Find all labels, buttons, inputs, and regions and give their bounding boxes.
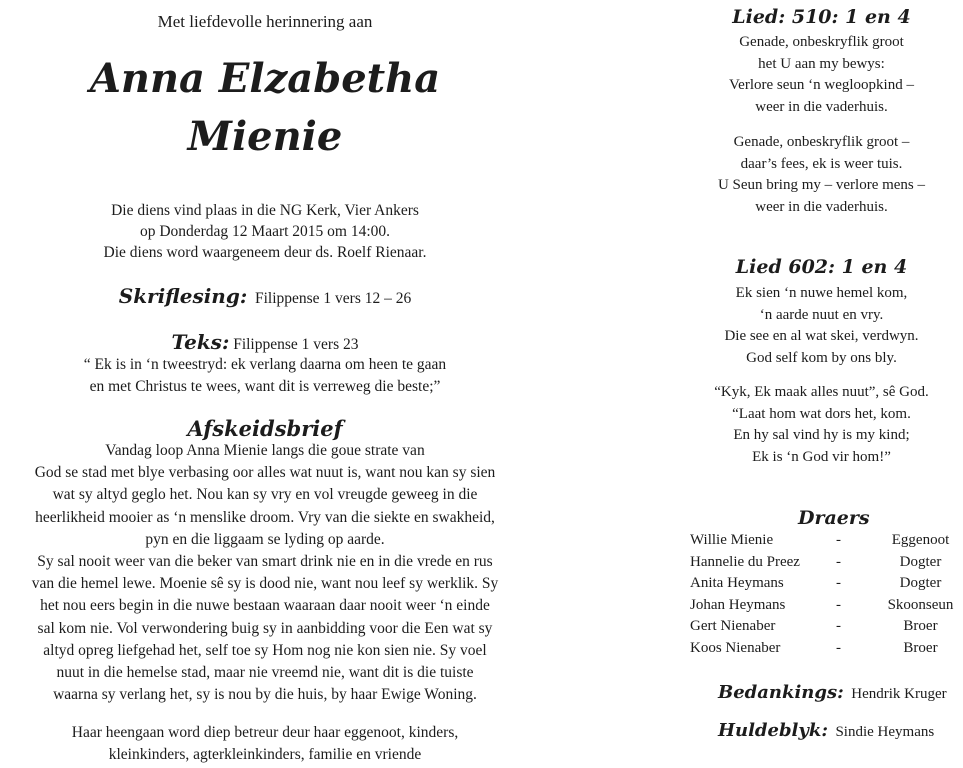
verse-line: Die see en al wat skei, verdwyn.: [724, 328, 919, 344]
bedankings-name: Hendrik Kruger: [851, 686, 947, 702]
letter-line: pyn en die liggaam se lyding op aarde.: [145, 530, 385, 548]
verse-line: “Kyk, Ek maak alles nuut”, sê God.: [714, 384, 929, 400]
lied1-verse1: [680, 32, 963, 118]
sermon-text: [0, 330, 530, 354]
verse-line: Genade, onbeskryflik groot –: [733, 134, 910, 150]
pallbearer-name: Koos Nienaber: [690, 639, 781, 656]
scripture-reading: [0, 284, 530, 308]
afskeidsbrief-title: Afskeidsbrief: [187, 416, 343, 441]
teks-quote: [0, 354, 530, 398]
verse-line: God self kom by ons bly.: [746, 349, 897, 366]
verse-line: U Seun bring my – verlore mens –: [717, 177, 926, 193]
letter-line: wat sy altyd geglo het. Nou kan sy vry en vol vreugde geweeg in die: [52, 486, 478, 504]
service-line: op Donderdag 12 Maart 2015 om 14:00.: [139, 223, 391, 240]
intro-line: Met liefdevolle herinnering aan: [157, 12, 373, 31]
pallbearer-dash: -: [836, 532, 841, 548]
pallbearer-name: Anita Heymans: [690, 575, 784, 591]
pallbearer-dash: -: [836, 618, 841, 634]
verse-line: het U aan my bewys:: [758, 55, 885, 72]
verse-line: ‘n aarde nuut en vry.: [759, 306, 884, 323]
verse-line: Genade, onbeskryflik groot: [739, 34, 904, 50]
farewell-letter: [0, 440, 530, 706]
pallbearer-name: Johan Heymans: [690, 596, 786, 613]
bedankings: [718, 682, 947, 703]
pallbearer-relation: Broer: [903, 639, 938, 656]
pallbearer-dash: -: [836, 553, 841, 570]
pallbearer-relation: Eggenoot: [891, 532, 950, 548]
pallbearer-row: [690, 640, 963, 662]
letter-line: van die hemel lewe. Moenie sê sy is dood nie, want nou leef sy werklik. Sy: [31, 575, 499, 593]
letter-line: nuut in die hemelse stad, maar nie vreemd nie, want dit is die tuiste: [56, 664, 474, 682]
closing-note: [0, 722, 530, 766]
pallbearer-relation: Broer: [903, 618, 938, 634]
pallbearer-row: [690, 532, 963, 554]
quote-line: “ Ek is in ‘n tweestryd: ek verlang daarna om heen te gaan: [83, 356, 447, 373]
letter-line: het nou eers begin in die nuwe bestaan waaraan daar nooit weer ‘n einde: [40, 597, 490, 615]
closing-line: kleinkinders, agterkleinkinders, familie en vriende: [108, 746, 422, 763]
lied2-title: Lied 602: 1 en 4: [735, 256, 908, 278]
verse-line: “Laat hom wat dors het, kom.: [732, 405, 911, 422]
pallbearer-relation: Dogter: [899, 575, 942, 591]
pallbearer-dash: -: [836, 575, 841, 591]
letter-line: sal kom nie. Vol verwondering buig sy in aanbidding voor die Een wat sy: [37, 619, 493, 637]
service-details: [0, 200, 530, 263]
letter-line: waarna sy verlang het, sy is nou by die huis, by haar Ewige Woning.: [53, 686, 477, 704]
skriflesing-text: Filippense 1 vers 12 – 26: [254, 290, 412, 307]
letter-line: Vandag loop Anna Mienie langs die goue strate van: [105, 442, 425, 459]
pallbearers-list: [690, 532, 963, 661]
pallbearer-name: Willie Mienie: [690, 532, 774, 548]
verse-line: daar’s fees, ek is weer tuis.: [740, 155, 903, 172]
pallbearer-relation: Dogter: [899, 553, 942, 570]
deceased-name-first: Anna Elzabetha: [89, 55, 441, 102]
service-line: Die diens word waargeneem deur ds. Roelf Rienaar.: [103, 244, 427, 261]
verse-line: Verlore seun ‘n wegloopkind –: [729, 77, 914, 93]
pallbearer-row: [690, 575, 963, 597]
lied2-verse1: [680, 283, 963, 369]
verse-line: Ek sien ‘n nuwe hemel kom,: [735, 285, 908, 301]
lied2-verse2: [680, 382, 963, 468]
letter-line: altyd opreg liefgehad het, self toe sy Hom nog nie kon sien nie. Sy voel: [43, 641, 487, 659]
pallbearer-name: Hannelie du Preez: [690, 553, 800, 570]
teks-text: Filippense 1 vers 23: [233, 336, 359, 353]
huldeblyk-name: Sindie Heymans: [835, 724, 935, 740]
pallbearer-relation: Skoonseun: [887, 596, 954, 613]
letter-line: heerlikheid mooier as ‘n menslike droom. Vry van die siekte en swakheid,: [35, 508, 495, 526]
bedankings-label: Bedankings:: [718, 682, 844, 703]
service-line: Die diens vind plaas in die NG Kerk, Vier Ankers: [111, 202, 419, 219]
deceased-name-last: Mienie: [187, 113, 343, 160]
lied1-title: Lied: 510: 1 en 4: [732, 6, 911, 28]
pallbearer-row: [690, 618, 963, 640]
skriflesing-label: Skriflesing:: [118, 284, 248, 308]
letter-line: Sy sal nooit weer van die beker van smart drink nie en in die vrede en rus: [37, 553, 493, 571]
quote-line: en met Christus te wees, want dit is verreweg die beste;”: [89, 378, 441, 395]
verse-line: En hy sal vind hy is my kind;: [733, 427, 910, 443]
closing-line: Haar heengaan word diep betreur deur haar eggenoot, kinders,: [71, 724, 459, 741]
verse-line: Ek is ‘n God vir hom!”: [752, 448, 891, 465]
teks-label: Teks:: [171, 330, 230, 354]
pallbearer-row: [690, 597, 963, 619]
verse-line: weer in die vaderhuis.: [755, 198, 888, 215]
lied1-verse2: [680, 132, 963, 218]
draers-title: Draers: [798, 507, 870, 529]
huldeblyk-label: Huldeblyk:: [718, 720, 828, 741]
letter-line: God se stad met blye verbasing oor alles wat nuut is, want nou kan sy sien: [34, 464, 496, 482]
pallbearer-dash: -: [836, 596, 841, 613]
verse-line: weer in die vaderhuis.: [755, 98, 888, 115]
pallbearer-row: [690, 554, 963, 576]
huldeblyk: [718, 720, 934, 741]
pallbearer-dash: -: [836, 639, 841, 656]
pallbearer-name: Gert Nienaber: [690, 618, 776, 634]
